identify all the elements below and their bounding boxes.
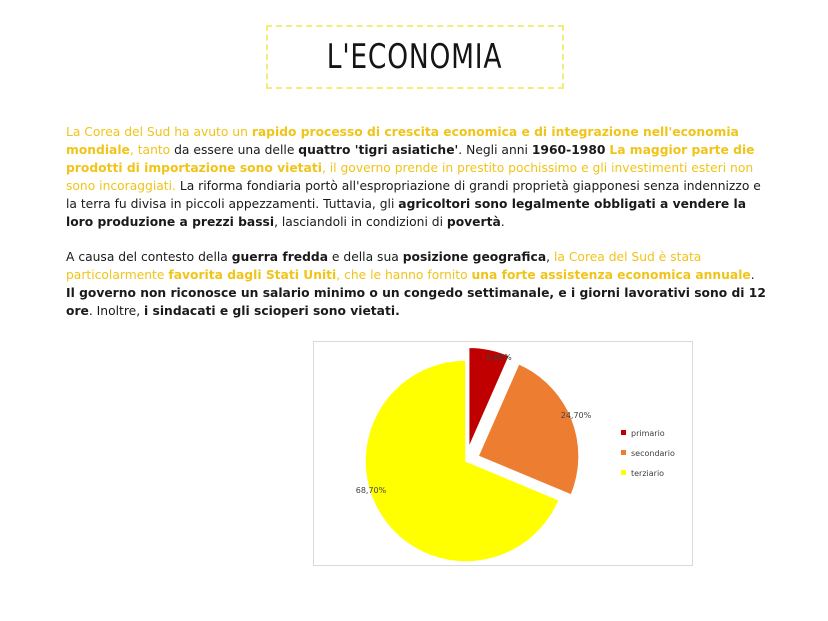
text-segment: La riforma fondiaria portò all'espropriazione di grandi proprietà giapponesi senza indennizzo e la terra fu divisa in piccoli appezzamenti. Tuttavia, gli <box>66 179 761 211</box>
text-segment: favorita dagli Stati Uniti <box>168 268 337 282</box>
text-segment: , <box>546 250 554 264</box>
text-segment: e della sua <box>328 250 403 264</box>
legend-swatch-secondario <box>621 450 626 455</box>
text-segment: , che le hanno fornito <box>336 268 472 282</box>
text-segment: . <box>750 268 755 282</box>
text-segment: rapido processo di crescita economica e di integrazione nell'economia mondiale <box>66 125 739 157</box>
pie-chart-svg <box>314 342 694 567</box>
data-label-primario: 6,60% <box>486 353 512 362</box>
legend-label-terziario: terziario <box>631 469 665 478</box>
legend-label-secondario: secondario <box>631 449 675 458</box>
legend-label-primario: primario <box>631 429 665 438</box>
data-label-terziario: 68,70% <box>355 486 387 495</box>
page-title: L'ECONOMIA <box>327 37 503 77</box>
paragraph-2 <box>66 248 766 320</box>
title-box <box>266 25 564 89</box>
text-segment: povertà <box>446 215 501 229</box>
text-segment: . Inoltre, <box>88 304 145 318</box>
text-segment: , lasciandoli in condizioni di <box>274 215 447 229</box>
data-label-secondario: 24,70% <box>560 411 592 420</box>
text-segment: , il governo prende in prestito pochissimo e gli investimenti esteri non sono incoraggiati. <box>66 161 754 193</box>
text-segment: La maggior parte die prodotti di importazione sono vietati <box>66 143 755 175</box>
text-segment: da essere una delle <box>170 143 299 157</box>
legend-swatch-terziario <box>621 470 626 475</box>
text-segment: 1960-1980 <box>531 143 606 157</box>
text-segment: quattro 'tigri asiatiche' <box>298 143 459 157</box>
text-segment: una forte assistenza economica annuale <box>471 268 751 282</box>
text-segment: posizione geografica <box>402 250 547 264</box>
text-segment: , tanto <box>129 143 171 157</box>
text-segment: guerra fredda <box>231 250 328 264</box>
pie-chart <box>313 341 693 566</box>
text-segment: i sindacati e gli scioperi sono vietati. <box>144 304 400 318</box>
text-segment: La Corea del Sud ha avuto un <box>66 125 252 139</box>
text-segment: Il governo non riconosce un salario minimo o un congedo settimanale, e i giorni lavorativi sono di 12 ore <box>66 286 766 318</box>
legend-swatch-primario <box>621 430 626 435</box>
text-segment: la Corea del Sud è stata particolarmente <box>66 250 702 282</box>
text-segment: . <box>500 215 505 229</box>
text-segment: A causa del contesto della <box>66 250 232 264</box>
text-segment: agricoltori sono legalmente obbligati a vendere la loro produzione a prezzi bassi <box>66 197 747 229</box>
paragraph-1 <box>66 123 766 231</box>
text-segment: . Negli anni <box>458 143 532 157</box>
